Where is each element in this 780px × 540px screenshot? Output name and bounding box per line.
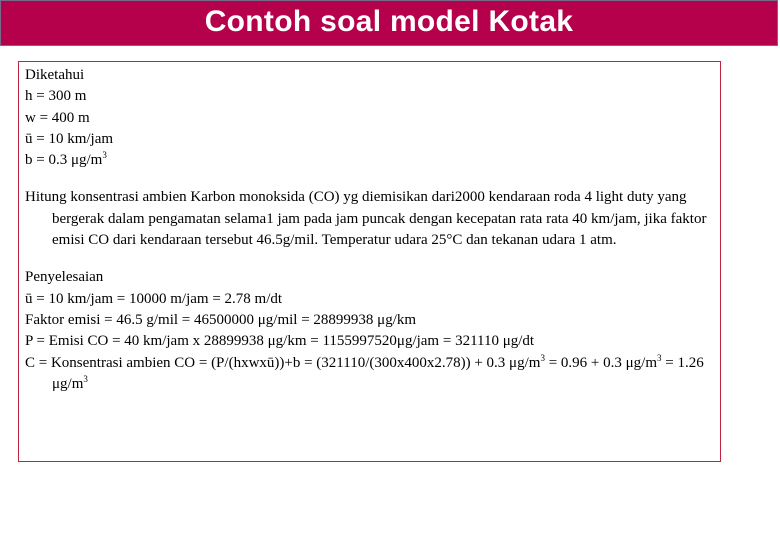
- solution-c-part2: = 0.96 + 0.3 μg/m: [544, 354, 657, 371]
- given-h: h = 300 m: [25, 88, 87, 105]
- title-bar: [0, 0, 778, 46]
- given-b-sup: 3: [102, 150, 107, 161]
- given-b: [25, 150, 720, 171]
- given-b-text: b = 0.3 μg/m: [25, 152, 103, 169]
- solution-heading: Penyelesaian: [25, 269, 104, 286]
- solution-c-line: [25, 353, 717, 396]
- problem-text: Hitung konsentrasi ambien Karbon monoksida (CO) yg diemisikan dari2000 kendaraan roda 4 light duty yang bergerak dalam pengamatan selama1 jam pada jam puncak dengan kecepatan rata rata 40 km/jam, jika faktor emisi CO dari kendaraan tersebut 46.5g/mil. Temperatur udara 25°C dan tekanan udara 1 atm.: [25, 189, 707, 249]
- solution-factor-line: Faktor emisi = 46.5 g/mil = 46500000 μg/mil = 28899938 μg/km: [25, 311, 417, 328]
- content-box: [18, 61, 721, 462]
- solution-c-part1: C = Konsentrasi ambien CO = (P/(hxwxū))+b = (321110/(300x400x2.78)) + 0.3 μg/m: [25, 354, 541, 371]
- solution-u-line: ū = 10 km/jam = 10000 m/jam = 2.78 m/dt: [25, 290, 283, 307]
- solution-c-sup2: 3: [656, 352, 662, 363]
- given-u: ū = 10 km/jam: [25, 130, 114, 147]
- solution-p-line: P = Emisi CO = 40 km/jam x 28899938 μg/km = 1155997520μg/jam = 321110 μg/dt: [25, 333, 535, 350]
- spacer: [25, 171, 720, 187]
- solution-c-sup1: 3: [540, 352, 545, 363]
- given-w: w = 400 m: [25, 109, 90, 126]
- solution-c-part3: = 1.26 μg/m: [52, 354, 704, 392]
- spacer: [25, 251, 720, 267]
- slide-title: Contoh soal model Kotak: [204, 5, 574, 38]
- solution-c-sup3: 3: [83, 373, 88, 384]
- given-heading: Diketahui: [25, 67, 85, 83]
